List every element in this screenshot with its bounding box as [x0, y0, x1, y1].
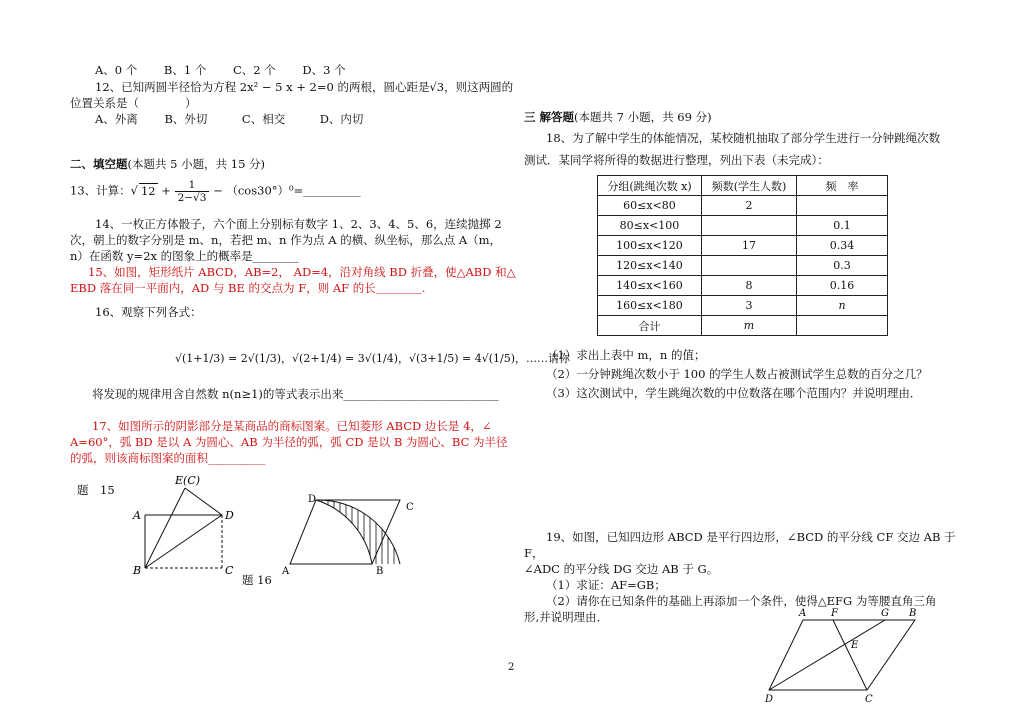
table-cell: 合计	[598, 316, 702, 336]
table-cell: 3	[702, 296, 797, 316]
fig19-label-b: B	[909, 608, 917, 619]
section3-heading	[524, 109, 712, 125]
table-row	[598, 216, 888, 236]
q13-denominator: 2−√3	[177, 192, 207, 204]
table-cell: 120≤x<140	[598, 256, 702, 276]
table-row	[598, 196, 888, 216]
q13-numerator: 1	[175, 179, 210, 192]
table-cell: n	[797, 296, 888, 316]
q19-line1: 19、如图，已知四边形 ABCD 是平行四边形，∠BCD 的平分线 CF 交边 AB 于	[546, 530, 956, 544]
q12-line1: 12、已知两圆半径恰为方程 2x² − 5 x + 2=0 的两根，圆心距是√3，则这两圆的	[95, 80, 514, 94]
fig16-label-b: B	[376, 566, 384, 577]
section2-heading	[70, 156, 265, 172]
table-header-cell: 分组(跳绳次数 x)	[598, 176, 702, 196]
table-cell	[702, 256, 797, 276]
q13-fraction	[175, 179, 210, 204]
q19-sub2: （2）请你在已知条件的基础上再添加一个条件，使得△EFG 为等腰直角三角	[546, 594, 937, 608]
table-cell	[797, 196, 888, 216]
table-cell: 8	[702, 276, 797, 296]
table-row	[598, 276, 888, 296]
fig19-label-d: D	[765, 694, 774, 705]
page-number: 2	[508, 662, 515, 673]
table-header-cell: 频 率	[797, 176, 888, 196]
fig15-caption: 题 15	[77, 483, 115, 497]
table-cell: m	[702, 316, 797, 336]
q13-plus: +	[157, 183, 175, 198]
q13-suffix: − （cos30°）⁰=__________	[209, 183, 361, 198]
fig16-label-c: C	[406, 502, 414, 513]
q15-line2: EBD 落在同一平面内，AD 与 BE 的交点为 F，则 AF 的长＿＿＿＿.	[70, 281, 426, 295]
q17-line3: 的弧，则该商标图案的面积__________	[70, 451, 266, 465]
fig15-label-c: C	[225, 564, 234, 577]
table-cell: 140≤x<160	[598, 276, 702, 296]
table-cell: 2	[702, 196, 797, 216]
fig19-label-g: G	[881, 608, 889, 619]
fig16-label-a: A	[282, 566, 290, 577]
q19-line3: ∠ADC 的平分线 DG 交边 AB 于 G。	[524, 562, 719, 576]
q16-answer: 将发现的规律用含自然数 n(n≥1)的等式表示出来___________________________	[92, 387, 499, 401]
table-cell: 0.3	[797, 256, 888, 276]
q16-title: 16、观察下列各式：	[95, 305, 202, 319]
table-header-cell: 频数(学生人数)	[702, 176, 797, 196]
section3-title: 三 解答题	[524, 110, 575, 124]
fig15-label-e: E(C)	[175, 474, 201, 487]
table-cell	[702, 216, 797, 236]
fig16-diagram	[280, 488, 425, 583]
frequency-table	[597, 175, 888, 336]
table-row	[598, 236, 888, 256]
table-cell	[797, 316, 888, 336]
q18-sub2: （2）一分钟跳绳次数小于 100 的学生人数占被测试学生总数的百分之几？	[546, 367, 928, 381]
fig15-label-a: A	[133, 509, 141, 522]
table-cell: 17	[702, 236, 797, 256]
table-header-row	[598, 176, 888, 196]
section2-note: (本题共 5 小题，共 15 分)	[127, 157, 266, 171]
fig19-label-c: C	[865, 694, 873, 705]
q15-line1: 15、如图，矩形纸片 ABCD，AB=2， AD=4，沿对角线 BD 折叠，使△ABD 和△	[88, 265, 516, 279]
q17-line1: 17、如图所示的阴影部分是某商品的商标图案。已知菱形 ABCD 边长是 4，∠	[92, 419, 492, 433]
q14-line3: n）在函数 y=2x 的图象上的概率是________	[70, 249, 299, 263]
fig15-label-b: B	[133, 564, 142, 577]
q16-formula: √(1+1/3) = 2√(1/3)，√(2+1/4) = 3√(1/4)，√(3+1/5) = 4√(1/5)，……请你	[175, 352, 571, 365]
fig19-label-f: F	[831, 608, 838, 619]
q18-line2: 测试．某同学将所得的数据进行整理，列出下表（未完成）：	[524, 153, 829, 167]
fig19-label-a: A	[799, 608, 807, 619]
q12-options: A、外离 B、外切 C、相交 D、内切	[95, 112, 364, 126]
section3-note: (本题共 7 小题，共 69 分)	[574, 110, 712, 124]
fig19-label-e: E	[851, 640, 859, 651]
fig15-diagram	[125, 470, 245, 580]
table-row	[598, 256, 888, 276]
q13: 13、计算：√ 12 + $\frac{1}{2-√3}$ − （cos30°）⁰=__________	[70, 179, 361, 204]
q17-line2: A=60°，弧 BD 是以 A 为圆心、AB 为半径的弧，弧 CD 是以 B 为圆心、BC 为半径	[70, 435, 508, 449]
fig19-diagram	[755, 604, 935, 722]
q19-sub3: 形,并说明理由．	[524, 610, 609, 624]
table-cell: 160≤x<180	[598, 296, 702, 316]
section2-title: 二、填空题	[70, 157, 128, 171]
q19-line2: F，	[524, 546, 544, 560]
q11-options: A、0 个 B、1 个 C、2 个 D、3 个	[95, 63, 346, 77]
fig15-label-d: D	[225, 509, 234, 522]
q18-sub1: （1）求出上表中 m，n 的值；	[546, 348, 706, 362]
q18-line1: 18、为了解中学生的体能情况，某校随机抽取了部分学生进行一分钟跳绳次数	[546, 131, 941, 145]
fig16-caption: 题 16	[242, 573, 272, 587]
q14-line2: 次，朝上的数字分别是 m、n，若把 m、n 作为点 A 的横、纵坐标，那么点 A（m，	[70, 233, 502, 247]
table-cell: 0.1	[797, 216, 888, 236]
fig16-label-d: D	[308, 494, 317, 505]
q13-prefix: 13、计算：	[70, 183, 131, 198]
table-row	[598, 316, 888, 336]
table-cell: 80≤x<100	[598, 216, 702, 236]
q14-line1: 14、一枚正方体骰子，六个面上分别标有数字 1、2、3、4、5、6，连续抛掷 2	[95, 217, 502, 231]
q13-sqrt: 12	[140, 183, 156, 198]
table-cell: 100≤x<120	[598, 236, 702, 256]
table-row	[598, 296, 888, 316]
q18-sub3: （3）这次测试中，学生跳绳次数的中位数落在哪个范围内？并说明理由．	[546, 386, 922, 400]
q19-sub1: （1）求证：AF=GB；	[546, 578, 666, 592]
q12-line2: 位置关系是（ ）	[70, 96, 197, 110]
table-cell: 0.16	[797, 276, 888, 296]
table-cell: 0.34	[797, 236, 888, 256]
table-cell: 60≤x<80	[598, 196, 702, 216]
